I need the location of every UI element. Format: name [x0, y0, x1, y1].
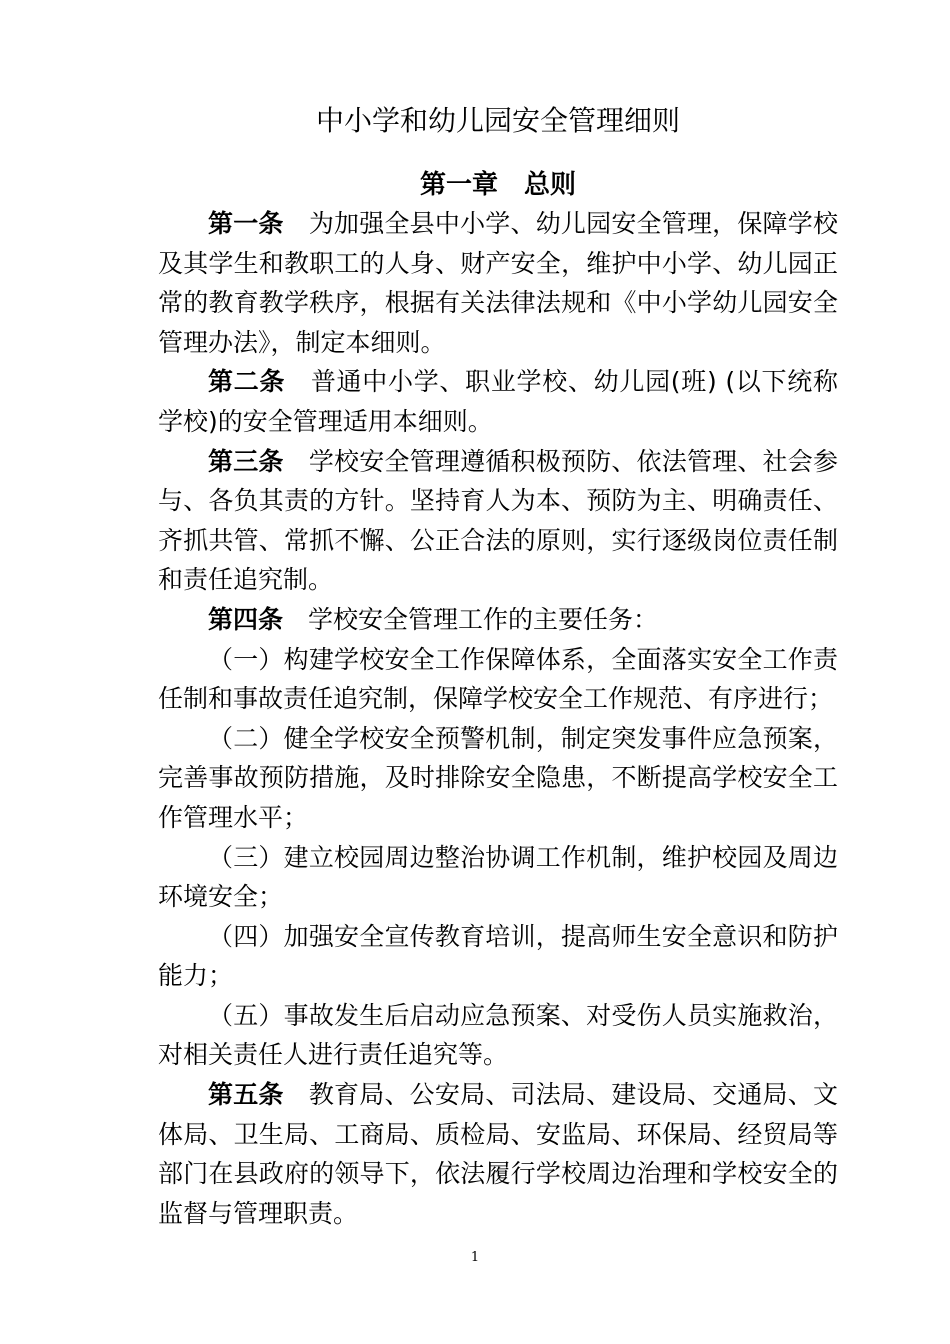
article-label: 第四条	[208, 604, 284, 634]
document-page	[158, 100, 838, 1233]
article-2	[158, 362, 838, 441]
article-label: 第二条	[208, 367, 286, 397]
article-text: 学校安全管理工作的主要任务：	[308, 604, 659, 634]
task-item-2: （二）健全学校安全预警机制，制定突发事件应急预案，完善事故预防措施，及时排除安全隐患，不断提高学校安全工作管理水平；	[158, 723, 838, 832]
task-item-5: （五）事故发生后启动应急预案、对受伤人员实施救治，对相关责任人进行责任追究等。	[158, 1000, 838, 1070]
task-item-3: （三）建立校园周边整治协调工作机制，维护校园及周边环境安全；	[158, 842, 838, 912]
article-text: 为加强全县中小学、幼儿园安全管理，保障学校及其学生和教职工的人身、财产安全，维护中小学、幼儿园正常的教育教学秩序，根据有关法律法规和《中小学幼儿园安全管理办法》，制定本细则。	[158, 209, 838, 357]
article-4	[158, 600, 838, 640]
document-title: 中小学和幼儿园安全管理细则	[315, 104, 680, 137]
page-number: 1	[470, 1250, 480, 1265]
article-text: 普通中小学、职业学校、幼儿园(班) (以下统称学校)的安全管理适用本细则。	[158, 367, 838, 436]
article-5	[158, 1075, 838, 1233]
article-label: 第三条	[208, 446, 284, 476]
article-label: 第五条	[208, 1080, 284, 1110]
article-text: 教育局、公安局、司法局、建设局、交通局、文体局、卫生局、工商局、质检局、安监局、环保局、经贸局等部门在县政府的领导下，依法履行学校周边治理和学校安全的监督与管理职责。	[158, 1080, 838, 1228]
article-3	[158, 442, 838, 600]
article-label: 第一条	[208, 209, 284, 238]
article-1	[158, 204, 838, 362]
task-item-1: （一）构建学校安全工作保障体系，全面落实安全工作责任制和事故责任追究制，保障学校安全工作规范、有序进行；	[158, 644, 838, 714]
article-text: 学校安全管理遵循积极预防、依法管理、社会参与、各负其责的方针。坚持育人为本、预防为主、明确责任、齐抓共管、常抓不懈、公正合法的原则，实行逐级岗位责任制和责任追究制。	[158, 446, 838, 595]
task-item-4: （四）加强安全宣传教育培训，提高师生安全意识和防护能力；	[158, 921, 838, 991]
chapter-heading	[158, 166, 838, 204]
chapter-label: 第一章	[419, 170, 498, 200]
chapter-name: 总则	[524, 170, 577, 200]
